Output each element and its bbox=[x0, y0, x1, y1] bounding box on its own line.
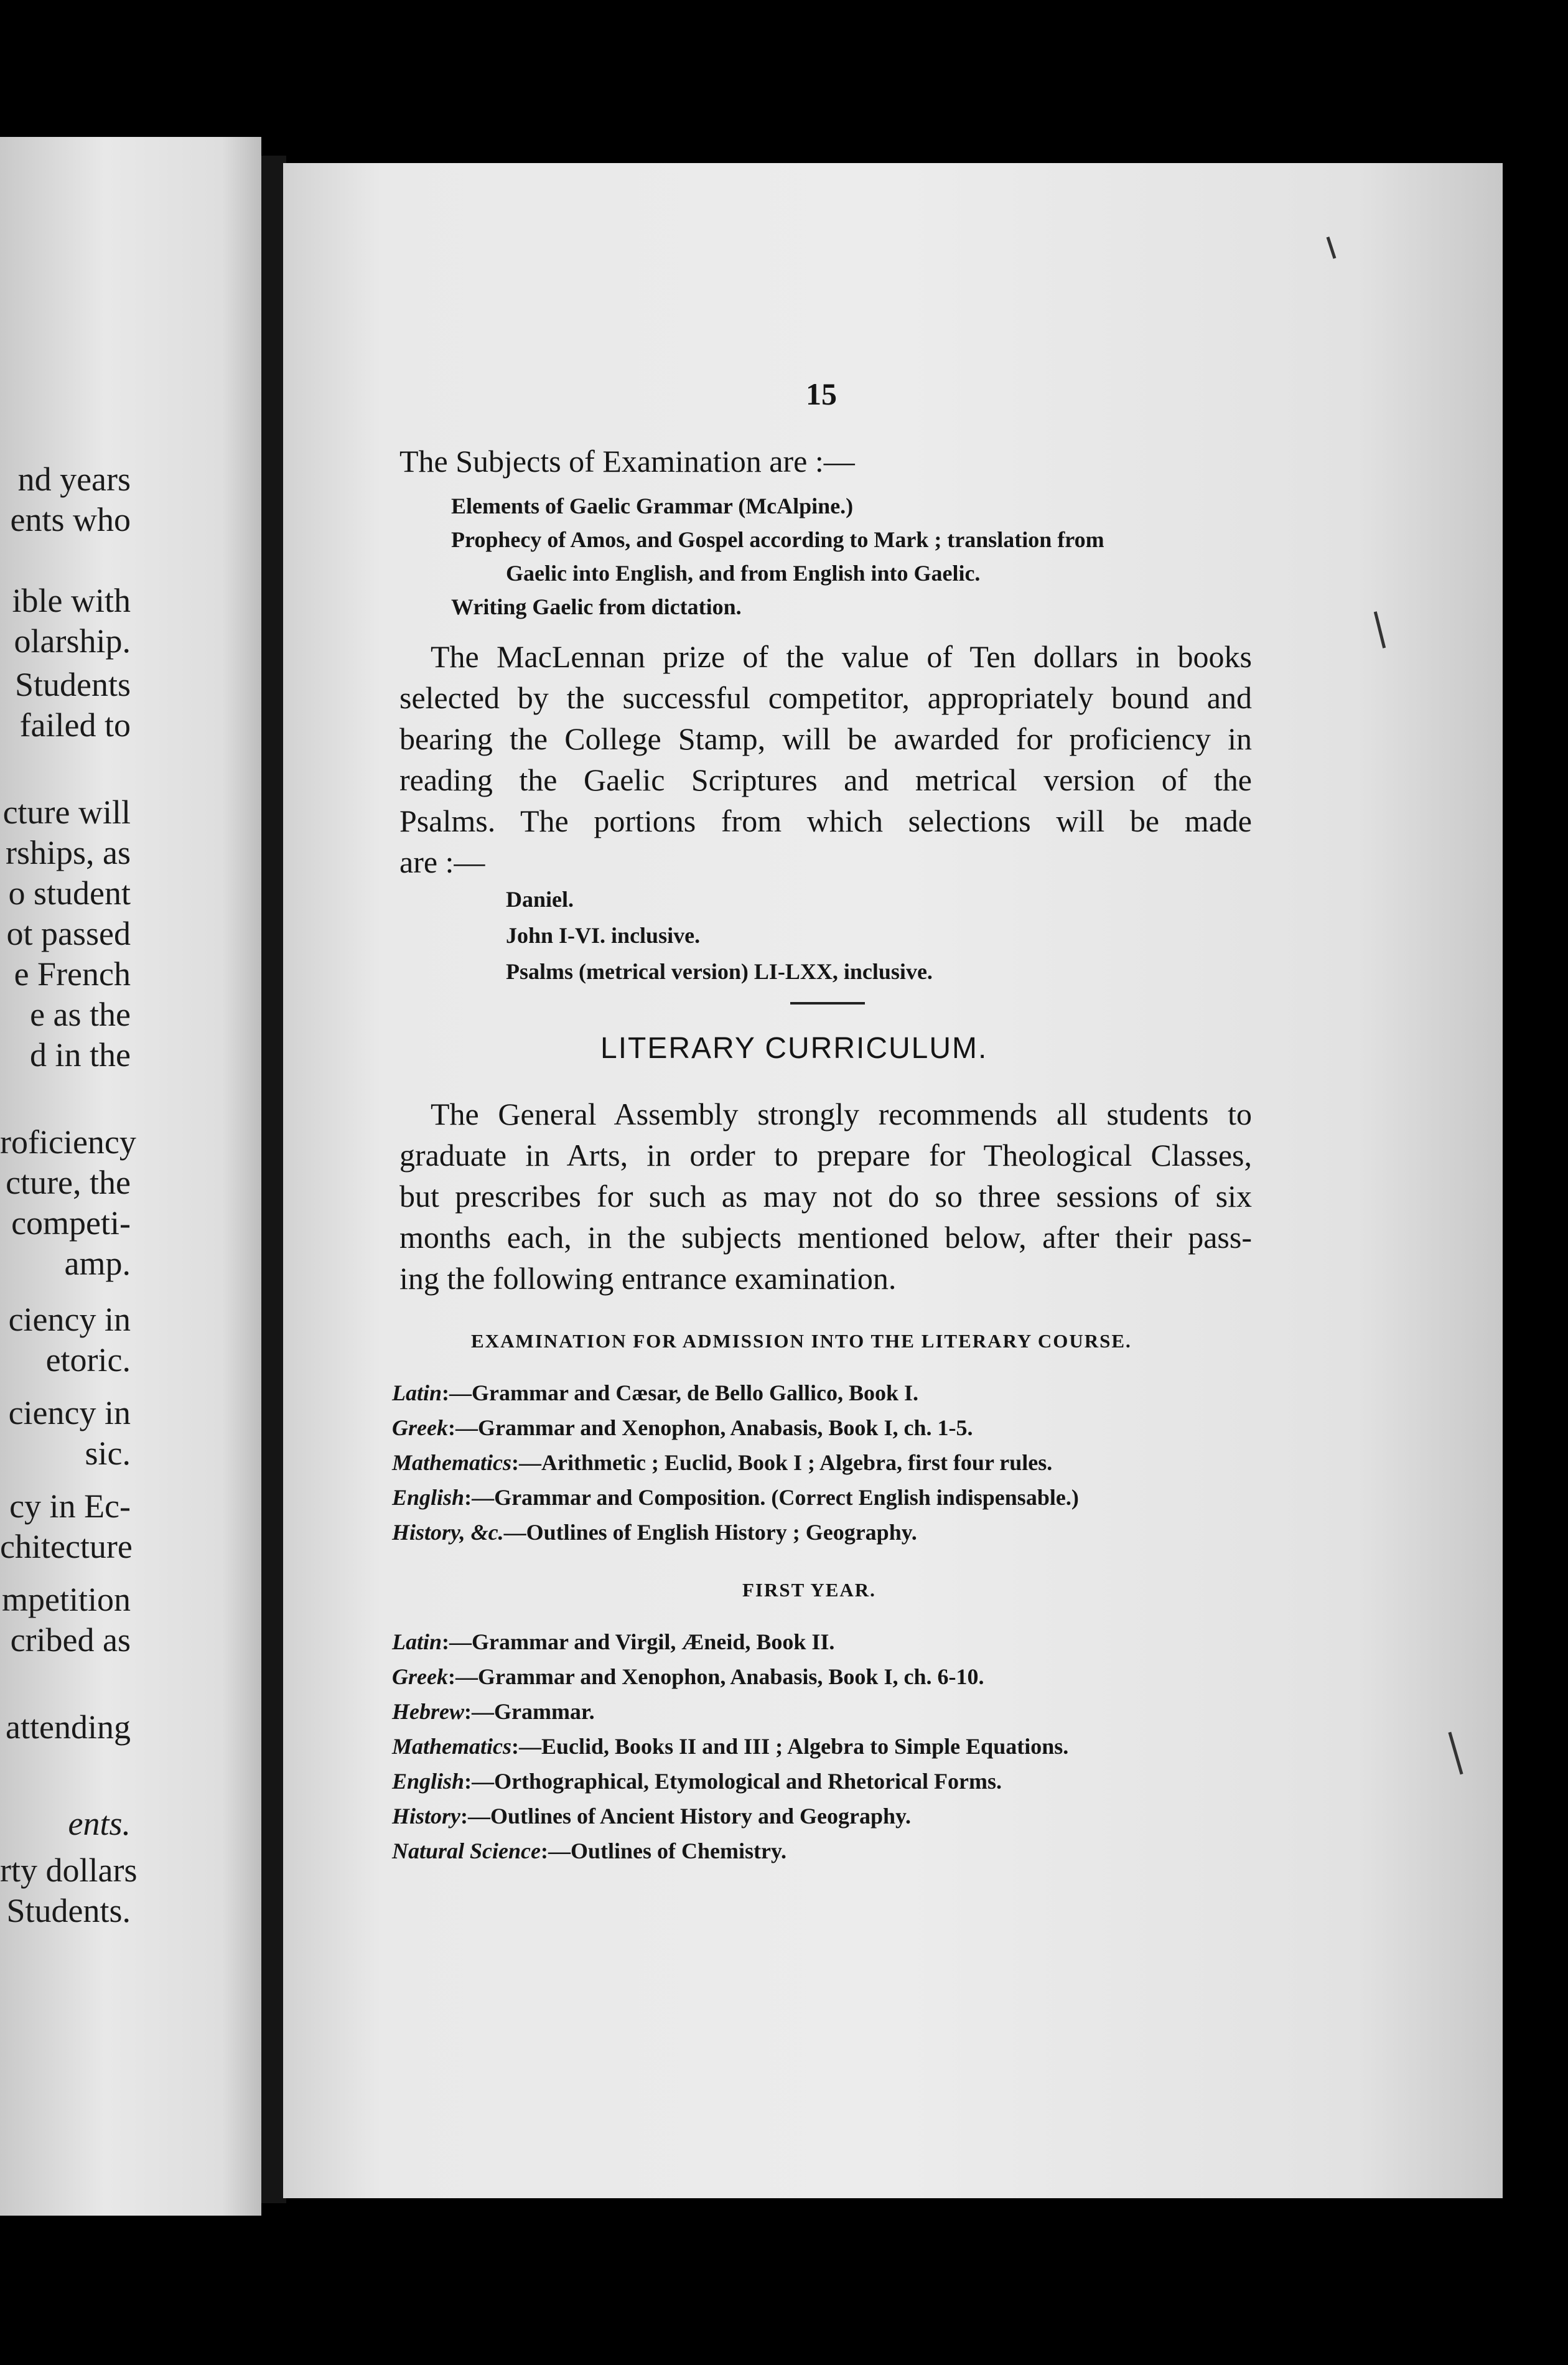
first-year-row bbox=[392, 1629, 834, 1655]
scan-mark bbox=[1327, 236, 1337, 259]
left-page-line: cribed as bbox=[10, 1621, 131, 1659]
paragraph-line: Psalms. The portions from which selections will be made bbox=[399, 803, 1252, 838]
subject-name: English bbox=[392, 1485, 465, 1510]
subject-detail: :—Orthographical, Etymological and Rhetorical Forms. bbox=[464, 1769, 1002, 1794]
subject-detail: :—Grammar and Cæsar, de Bello Gallico, Book I. bbox=[442, 1380, 919, 1405]
subject-name: Greek bbox=[392, 1664, 448, 1689]
left-page-line: cture will bbox=[2, 794, 131, 831]
scan-mark bbox=[1448, 1732, 1463, 1775]
paragraph-line: selected by the successful competitor, appropriately bound and bbox=[399, 680, 1252, 715]
first-year-row bbox=[392, 1664, 984, 1690]
left-facing-page bbox=[0, 137, 261, 2216]
subject-detail: —Outlines of English History ; Geography. bbox=[503, 1520, 917, 1545]
page-number: 15 bbox=[806, 377, 837, 411]
left-page-line: etoric. bbox=[45, 1341, 131, 1379]
left-page-line: Students. bbox=[6, 1892, 131, 1929]
assembly-paragraph bbox=[399, 1094, 1252, 1299]
left-page-line: amp. bbox=[64, 1245, 131, 1282]
subject-name: Mathematics bbox=[392, 1450, 512, 1475]
subject-name: History bbox=[392, 1804, 461, 1829]
book-gutter bbox=[261, 156, 286, 2203]
left-page-line: ciency in bbox=[8, 1301, 131, 1338]
portion-item: Psalms (metrical version) LI-LXX, inclusive. bbox=[506, 959, 933, 984]
left-page-line: ot passed bbox=[6, 915, 131, 952]
left-page-line: e French bbox=[14, 955, 131, 993]
exam-intro: The Subjects of Examination are :— bbox=[399, 444, 855, 479]
page-15 bbox=[283, 163, 1503, 2198]
paragraph-line: The MacLennan prize of the value of Ten dollars in books bbox=[431, 639, 1252, 674]
first-year-row bbox=[392, 1803, 911, 1829]
left-page-line: olarship. bbox=[14, 622, 131, 660]
paragraph-line: months each, in the subjects mentioned below, after their pass- bbox=[399, 1220, 1252, 1255]
subject-name: Greek bbox=[392, 1415, 448, 1440]
subject-detail: :—Grammar and Xenophon, Anabasis, Book I, ch. 6-10. bbox=[447, 1664, 984, 1689]
left-page-line: ciency in bbox=[8, 1394, 131, 1431]
left-page-line: roficiency bbox=[0, 1123, 136, 1161]
paragraph-line: bearing the College Stamp, will be awarded for proficiency in bbox=[399, 721, 1252, 756]
left-page-line: rty dollars bbox=[0, 1852, 138, 1889]
exam-item: Elements of Gaelic Grammar (McAlpine.) bbox=[451, 494, 854, 518]
first-year-row bbox=[392, 1733, 1068, 1759]
left-page-line: chitecture bbox=[0, 1528, 133, 1565]
section-divider bbox=[790, 1002, 865, 1005]
paragraph-line: reading the Gaelic Scriptures and metrical version of the bbox=[399, 762, 1252, 797]
left-page-line: d in the bbox=[30, 1036, 131, 1074]
paragraph-line: graduate in Arts, in order to prepare for Theological Classes, bbox=[399, 1138, 1252, 1173]
admission-row bbox=[392, 1380, 918, 1406]
subject-name: Natural Science bbox=[392, 1838, 541, 1863]
admission-row bbox=[392, 1519, 917, 1545]
subject-detail: :—Grammar and Composition. (Correct English indispensable.) bbox=[464, 1485, 1079, 1510]
admission-row bbox=[392, 1449, 1052, 1476]
subject-name: English bbox=[392, 1769, 465, 1794]
admission-row bbox=[392, 1484, 1079, 1510]
left-page-line: Students bbox=[14, 666, 131, 703]
left-page-line: ible with bbox=[12, 582, 131, 619]
paragraph-line: are :— bbox=[399, 845, 485, 879]
subject-detail: :—Euclid, Books II and III ; Algebra to Simple Equations. bbox=[511, 1734, 1069, 1759]
subject-name: Latin bbox=[392, 1629, 442, 1654]
subject-detail: :—Grammar and Xenophon, Anabasis, Book I, ch. 1-5. bbox=[447, 1415, 973, 1440]
left-page-line: attending bbox=[6, 1708, 131, 1746]
subject-detail: :—Arithmetic ; Euclid, Book I ; Algebra, first four rules. bbox=[511, 1450, 1053, 1475]
left-page-line: sic. bbox=[85, 1435, 131, 1472]
admission-row bbox=[392, 1415, 973, 1441]
scan-mark bbox=[1374, 611, 1386, 648]
left-page-line: nd years bbox=[17, 461, 131, 498]
subject-detail: :—Outlines of Ancient History and Geography. bbox=[460, 1804, 912, 1829]
exam-item-continuation: Gaelic into English, and from English into Gaelic. bbox=[506, 561, 981, 586]
subject-name: Hebrew bbox=[392, 1699, 464, 1724]
first-year-row bbox=[392, 1698, 595, 1725]
prize-paragraph bbox=[399, 636, 1252, 883]
left-page-line: competi- bbox=[11, 1204, 131, 1242]
exam-item: Prophecy of Amos, and Gospel according to Mark ; translation from bbox=[451, 527, 1104, 552]
subject-name: Latin bbox=[392, 1380, 442, 1405]
left-page-line: e as the bbox=[30, 996, 131, 1033]
left-page-line: ents. bbox=[68, 1805, 131, 1842]
paragraph-line: ing the following entrance examination. bbox=[399, 1261, 897, 1296]
subject-detail: :—Outlines of Chemistry. bbox=[541, 1838, 786, 1863]
subject-detail: :—Grammar. bbox=[464, 1699, 595, 1724]
subject-detail: :—Grammar and Virgil, Æneid, Book II. bbox=[442, 1629, 835, 1654]
first-year-row bbox=[392, 1838, 786, 1864]
left-page-line: o student bbox=[8, 874, 131, 912]
subject-name: History, &c. bbox=[392, 1520, 504, 1545]
admission-heading: EXAMINATION FOR ADMISSION INTO THE LITERARY COURSE. bbox=[471, 1330, 1132, 1352]
section-title: LITERARY CURRICULUM. bbox=[600, 1032, 988, 1065]
first-year-heading: FIRST YEAR. bbox=[742, 1579, 876, 1601]
subject-name: Mathematics bbox=[392, 1734, 512, 1759]
left-page-line: rships, as bbox=[6, 834, 131, 871]
portion-item: John I-VI. inclusive. bbox=[506, 923, 701, 948]
left-page-line: mpetition bbox=[2, 1581, 131, 1618]
left-page-line: failed to bbox=[19, 706, 131, 744]
paragraph-line: The General Assembly strongly recommends all students to bbox=[431, 1097, 1252, 1131]
exam-item: Writing Gaelic from dictation. bbox=[451, 594, 742, 619]
portion-item: Daniel. bbox=[506, 887, 574, 912]
first-year-row bbox=[392, 1768, 1002, 1794]
left-page-line: cture, the bbox=[6, 1164, 131, 1201]
paragraph-line: but prescribes for such as may not do so three sessions of six bbox=[399, 1179, 1252, 1214]
left-page-line: cy in Ec- bbox=[9, 1487, 131, 1525]
left-page-line: ents who bbox=[10, 501, 131, 538]
